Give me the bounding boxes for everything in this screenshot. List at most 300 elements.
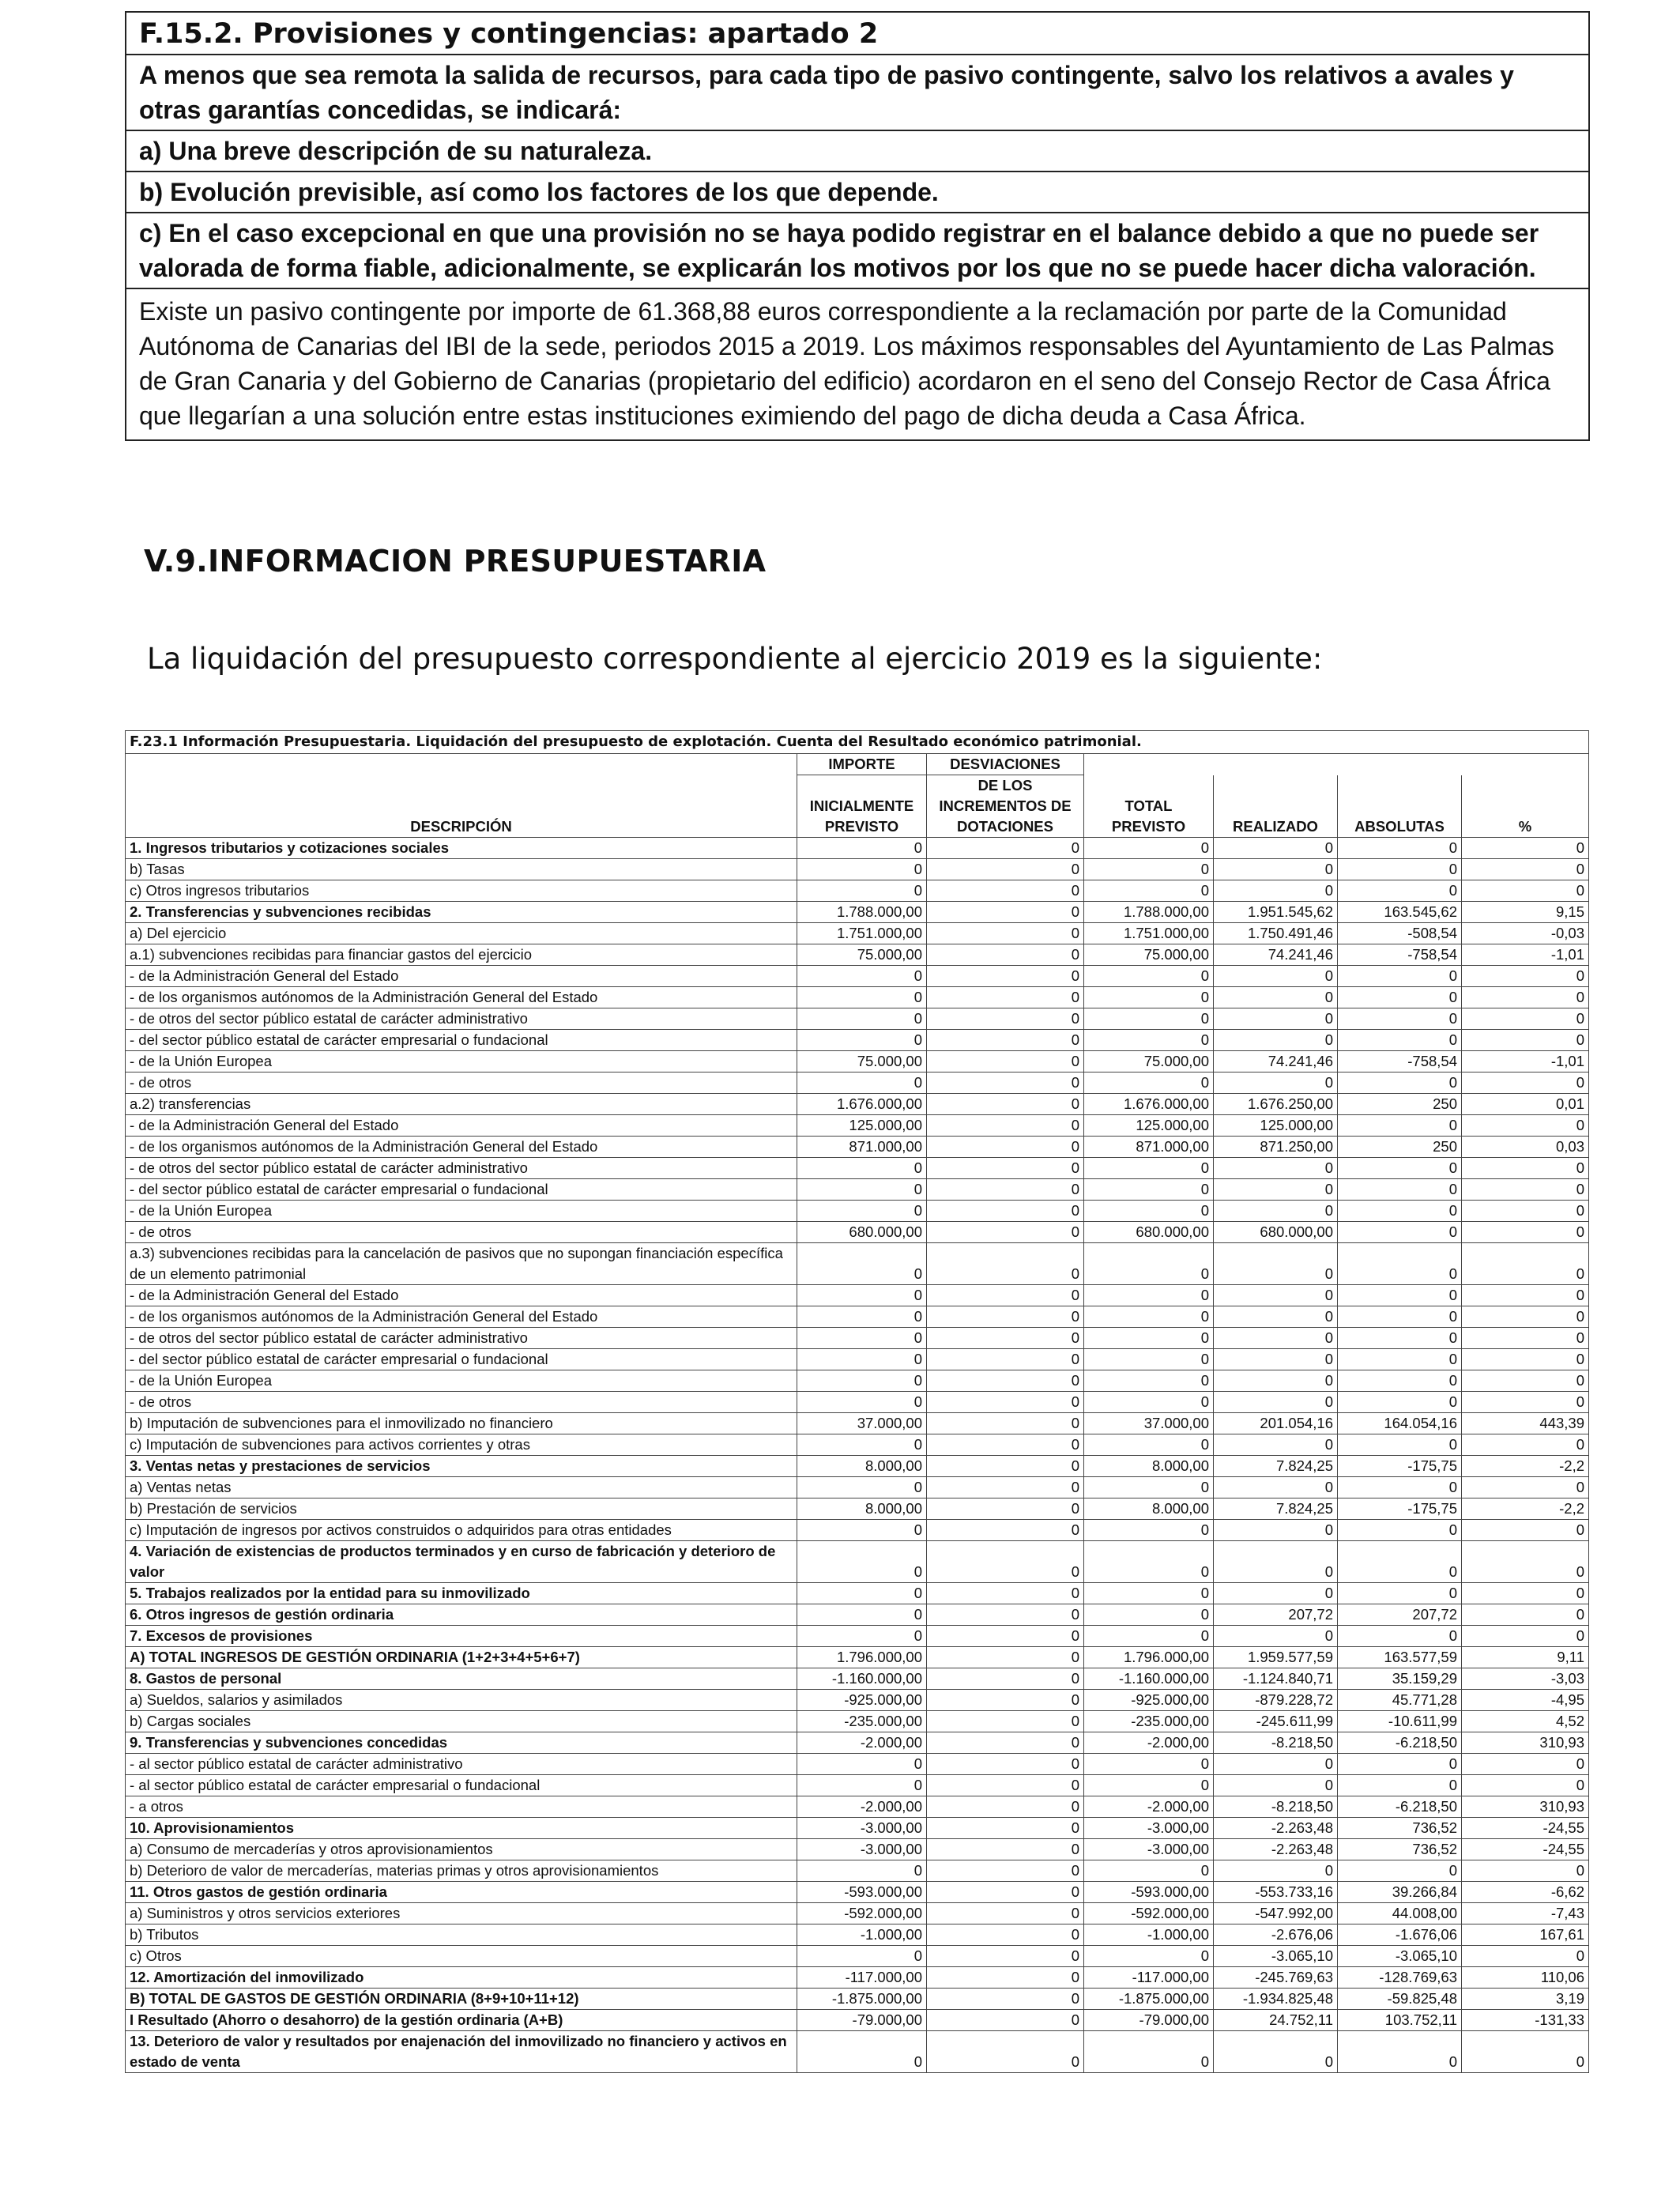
row-value: 0	[1462, 1179, 1589, 1201]
row-value: 0	[927, 1989, 1084, 2010]
row-value: 0	[797, 838, 927, 859]
row-value: 0	[797, 859, 927, 880]
row-value: 0	[927, 1818, 1084, 1839]
table-row	[126, 1349, 1589, 1370]
col-realizado: REALIZADO	[1214, 775, 1338, 838]
row-value: 39.266,84	[1338, 1882, 1462, 1903]
row-value: -925.000,00	[1084, 1690, 1214, 1711]
row-description: - de otros del sector público estatal de carácter administrativo	[126, 1328, 797, 1349]
row-description: b) Prestación de servicios	[126, 1498, 797, 1520]
row-value: 0	[927, 1775, 1084, 1796]
table-row	[126, 2010, 1589, 2031]
row-value: 0	[927, 1306, 1084, 1328]
row-value: 0	[797, 1008, 927, 1030]
table-row	[126, 1711, 1589, 1732]
row-value: 0	[1338, 838, 1462, 859]
row-value: 0	[1084, 838, 1214, 859]
row-value: 0	[1462, 1541, 1589, 1583]
row-value: 0	[1338, 1008, 1462, 1030]
table-row	[126, 1030, 1589, 1051]
row-value: 8.000,00	[1084, 1498, 1214, 1520]
row-value: 0	[1214, 1349, 1338, 1370]
row-description: - a otros	[126, 1796, 797, 1818]
table-row	[126, 2031, 1589, 2073]
row-value: 0	[927, 1541, 1084, 1583]
row-value: 0	[1084, 1520, 1214, 1541]
row-value: -24,55	[1462, 1818, 1589, 1839]
row-value: 75.000,00	[797, 944, 927, 966]
row-value: 680.000,00	[1084, 1222, 1214, 1243]
row-value: -8.218,50	[1214, 1732, 1338, 1754]
row-value: 0	[927, 1285, 1084, 1306]
row-value: 1.676.250,00	[1214, 1094, 1338, 1115]
row-value: 45.771,28	[1338, 1690, 1462, 1711]
row-value: 167,61	[1462, 1924, 1589, 1946]
row-value: 0	[1214, 966, 1338, 987]
row-value: 0	[1214, 1030, 1338, 1051]
row-value: 0,01	[1462, 1094, 1589, 1115]
row-value: -235.000,00	[797, 1711, 927, 1732]
row-description: - de otros del sector público estatal de carácter administrativo	[126, 1008, 797, 1030]
row-value: -508,54	[1338, 923, 1462, 944]
row-value: 0	[1084, 2031, 1214, 2073]
row-description: - de otros	[126, 1392, 797, 1413]
row-value: 0	[927, 1137, 1084, 1158]
row-value: -3.065,10	[1214, 1946, 1338, 1967]
row-value: 0	[797, 1541, 927, 1583]
row-value: 0	[1338, 1860, 1462, 1882]
table-row	[126, 1690, 1589, 1711]
row-value: 0	[1338, 1243, 1462, 1285]
row-value: 24.752,11	[1214, 2010, 1338, 2031]
row-value: 0	[1214, 1243, 1338, 1285]
row-value: -24,55	[1462, 1839, 1589, 1860]
row-value: 0	[927, 1668, 1084, 1690]
row-value: 0	[927, 1967, 1084, 1989]
table-row	[126, 1179, 1589, 1201]
row-value: 0	[1462, 1008, 1589, 1030]
row-description: a.2) transferencias	[126, 1094, 797, 1115]
row-value: -1,01	[1462, 944, 1589, 966]
row-value: 0	[927, 1626, 1084, 1647]
row-value: 0	[1462, 1072, 1589, 1094]
row-value: -1.160.000,00	[1084, 1668, 1214, 1690]
row-description: 11. Otros gastos de gestión ordinaria	[126, 1882, 797, 1903]
row-value: 0	[1084, 966, 1214, 987]
row-description: - del sector público estatal de carácter empresarial o fundacional	[126, 1030, 797, 1051]
row-value: 0	[797, 1626, 927, 1647]
row-value: 8.000,00	[797, 1498, 927, 1520]
row-value: -1.000,00	[1084, 1924, 1214, 1946]
row-value: 0	[1214, 1860, 1338, 1882]
table-row	[126, 1158, 1589, 1179]
row-value: 1.796.000,00	[1084, 1647, 1214, 1668]
row-description: b) Tributos	[126, 1924, 797, 1946]
row-value: 0	[1338, 2031, 1462, 2073]
row-value: -235.000,00	[1084, 1711, 1214, 1732]
row-value: 310,93	[1462, 1732, 1589, 1754]
row-value: 0	[1462, 966, 1589, 987]
row-value: 74.241,46	[1214, 1051, 1338, 1072]
row-value: 4,52	[1462, 1711, 1589, 1732]
row-value: 0	[1338, 880, 1462, 902]
row-description: - de la Administración General del Estado	[126, 966, 797, 987]
table-row	[126, 1243, 1589, 1285]
row-description: a) Suministros y otros servicios exteriores	[126, 1903, 797, 1924]
row-value: 0	[927, 1072, 1084, 1094]
table-row	[126, 1477, 1589, 1498]
row-description: - de los organismos autónomos de la Administración General del Estado	[126, 1137, 797, 1158]
row-value: 0	[1214, 1285, 1338, 1306]
row-value: 0	[1338, 1583, 1462, 1604]
row-value: 0	[797, 1201, 927, 1222]
row-value: 0	[1084, 1434, 1214, 1456]
row-value: 0	[797, 966, 927, 987]
row-value: 0	[1084, 1328, 1214, 1349]
row-value: -879.228,72	[1214, 1690, 1338, 1711]
row-value: 8.000,00	[797, 1456, 927, 1477]
row-value: 0	[1214, 1201, 1338, 1222]
row-value: 0	[1462, 1349, 1589, 1370]
row-value: 0	[927, 838, 1084, 859]
row-value: 163.545,62	[1338, 902, 1462, 923]
table-row	[126, 1839, 1589, 1860]
row-value: 0	[1338, 1030, 1462, 1051]
row-value: 0	[927, 2010, 1084, 2031]
table-row	[126, 1008, 1589, 1030]
row-value: 0	[1338, 859, 1462, 880]
row-description: b) Cargas sociales	[126, 1711, 797, 1732]
row-value: 1.951.545,62	[1214, 902, 1338, 923]
row-value: -117.000,00	[797, 1967, 927, 1989]
row-value: 0	[1338, 1541, 1462, 1583]
row-value: 0	[797, 1392, 927, 1413]
row-value: 0	[927, 1732, 1084, 1754]
row-value: 1.751.000,00	[797, 923, 927, 944]
row-value: 0	[1084, 1754, 1214, 1775]
row-description: - de la Administración General del Estado	[126, 1285, 797, 1306]
row-value: 0	[1214, 1370, 1338, 1392]
row-value: 0	[927, 1583, 1084, 1604]
table-row	[126, 1754, 1589, 1775]
row-value: 0	[1338, 1754, 1462, 1775]
table-row	[126, 1328, 1589, 1349]
row-value: 1.750.491,46	[1214, 923, 1338, 944]
section-title: V.9.INFORMACION PRESUPUESTARIA	[144, 544, 767, 579]
row-value: 680.000,00	[1214, 1222, 1338, 1243]
table-row	[126, 1456, 1589, 1477]
row-value: 0	[1462, 1477, 1589, 1498]
row-value: 0	[1214, 1158, 1338, 1179]
row-value: 44.008,00	[1338, 1903, 1462, 1924]
row-description: - del sector público estatal de carácter empresarial o fundacional	[126, 1179, 797, 1201]
row-value: 0	[797, 880, 927, 902]
row-value: 0	[1214, 859, 1338, 880]
row-value: 125.000,00	[1214, 1115, 1338, 1137]
row-value: -3.000,00	[1084, 1839, 1214, 1860]
row-value: 0	[927, 1222, 1084, 1243]
row-value: 0	[1084, 1285, 1214, 1306]
row-value: -3,03	[1462, 1668, 1589, 1690]
table-row	[126, 1413, 1589, 1434]
row-value: 37.000,00	[1084, 1413, 1214, 1434]
table-row	[126, 1137, 1589, 1158]
row-value: 0	[1462, 1030, 1589, 1051]
row-value: 0	[927, 1051, 1084, 1072]
table-row	[126, 1818, 1589, 1839]
row-value: 0	[1462, 1604, 1589, 1626]
row-value: 0	[1338, 1115, 1462, 1137]
row-value: 125.000,00	[1084, 1115, 1214, 1137]
table-row	[126, 1285, 1589, 1306]
row-value: 125.000,00	[797, 1115, 927, 1137]
row-value: -758,54	[1338, 1051, 1462, 1072]
row-value: 0	[1462, 1285, 1589, 1306]
row-value: 0	[1462, 1222, 1589, 1243]
row-value: 0	[1338, 1349, 1462, 1370]
row-value: 0	[1462, 1370, 1589, 1392]
row-description: a.3) subvenciones recibidas para la cancelación de pasivos que no supongan financiación específica de un elemento patrimonial	[126, 1243, 797, 1285]
row-value: 0	[1338, 1328, 1462, 1349]
row-value: 75.000,00	[1084, 944, 1214, 966]
row-value: 0	[1084, 987, 1214, 1008]
row-value: 0	[1462, 987, 1589, 1008]
row-value: 0	[927, 1243, 1084, 1285]
row-value: 163.577,59	[1338, 1647, 1462, 1668]
row-value: 736,52	[1338, 1818, 1462, 1839]
table-row	[126, 923, 1589, 944]
row-value: 207,72	[1338, 1604, 1462, 1626]
row-value: 0	[1084, 1860, 1214, 1882]
row-value: 0	[927, 2031, 1084, 2073]
row-value: 0	[1084, 1306, 1214, 1328]
row-description: I Resultado (Ahorro o desahorro) de la gestión ordinaria (A+B)	[126, 2010, 797, 2031]
note-body: Existe un pasivo contingente por importe de 61.368,88 euros correspondiente a la reclamación por parte de la Comunidad Autónoma de Canarias del IBI de la sede, periodos 2015 a 2019. Los máximos responsables del Ayuntamiento de Las Palmas de Gran Canaria y del Gobierno de Canarias (propietario del edificio) acordaron en el seno del Consejo Rector de Casa África que llegarían a una solución entre estas instituciones eximiendo del pago de dicha deuda a Casa África.	[126, 288, 1589, 440]
row-value: 0	[927, 1349, 1084, 1370]
row-value: -2.000,00	[797, 1732, 927, 1754]
row-value: 0	[1084, 859, 1214, 880]
row-description: - de otros del sector público estatal de carácter administrativo	[126, 1158, 797, 1179]
row-value: 0	[797, 1158, 927, 1179]
table-row	[126, 1989, 1589, 2010]
row-value: 0	[797, 1030, 927, 1051]
row-value: 0	[927, 1647, 1084, 1668]
row-value: 0	[1462, 1243, 1589, 1285]
row-value: -245.611,99	[1214, 1711, 1338, 1732]
row-value: 0	[1084, 1626, 1214, 1647]
table-row	[126, 1796, 1589, 1818]
row-value: -592.000,00	[797, 1903, 927, 1924]
row-description: 7. Excesos de provisiones	[126, 1626, 797, 1647]
row-value: 0	[797, 1520, 927, 1541]
table-row	[126, 1370, 1589, 1392]
row-value: 0	[797, 1434, 927, 1456]
row-value: 0	[797, 1306, 927, 1328]
row-value: 0	[1462, 1754, 1589, 1775]
row-value: 110,06	[1462, 1967, 1589, 1989]
row-value: 0	[1214, 1179, 1338, 1201]
row-value: -7,43	[1462, 1903, 1589, 1924]
table-row	[126, 1072, 1589, 1094]
row-value: 0	[1338, 1072, 1462, 1094]
table-row	[126, 1392, 1589, 1413]
row-value: 0	[797, 1349, 927, 1370]
row-value: 0	[1084, 1541, 1214, 1583]
row-value: 0	[1084, 1946, 1214, 1967]
row-value: 0	[1462, 1583, 1589, 1604]
row-value: 1.751.000,00	[1084, 923, 1214, 944]
table-row	[126, 1668, 1589, 1690]
row-description: - de los organismos autónomos de la Administración General del Estado	[126, 987, 797, 1008]
row-value: 0	[1338, 1520, 1462, 1541]
row-value: 0	[927, 1328, 1084, 1349]
row-value: 0	[1214, 1583, 1338, 1604]
row-value: -3.000,00	[797, 1839, 927, 1860]
row-value: 7.824,25	[1214, 1498, 1338, 1520]
header-desviaciones: DESVIACIONES	[927, 754, 1084, 775]
table-row	[126, 1051, 1589, 1072]
row-value: 164.054,16	[1338, 1413, 1462, 1434]
row-value: 0	[927, 902, 1084, 923]
row-value: 0	[927, 1711, 1084, 1732]
row-description: - del sector público estatal de carácter empresarial o fundacional	[126, 1349, 797, 1370]
row-value: 0	[1338, 1775, 1462, 1796]
row-value: -8.218,50	[1214, 1796, 1338, 1818]
table-row	[126, 1201, 1589, 1222]
row-value: 0	[927, 1860, 1084, 1882]
row-value: -1.934.825,48	[1214, 1989, 1338, 2010]
row-value: 310,93	[1462, 1796, 1589, 1818]
row-value: 0	[927, 1434, 1084, 1456]
row-value: 0	[927, 1754, 1084, 1775]
row-value: 0	[1462, 1520, 1589, 1541]
row-value: 0	[1338, 1201, 1462, 1222]
row-value: 0	[1462, 1946, 1589, 1967]
note-item-b: b) Evolución previsible, así como los factores de los que depende.	[126, 172, 1589, 213]
table-row	[126, 838, 1589, 859]
row-value: 0	[797, 1370, 927, 1392]
row-value: -592.000,00	[1084, 1903, 1214, 1924]
row-value: 0	[1214, 1306, 1338, 1328]
note-item-c: c) En el caso excepcional en que una provisión no se haya podido registrar en el balance debido a que no puede ser valorada de forma fiable, adicionalmente, se explicarán los motivos por los que no se puede hacer dicha valoración.	[126, 213, 1589, 288]
row-value: -131,33	[1462, 2010, 1589, 2031]
col-inicialmente-previsto: INICIALMENTE PREVISTO	[797, 775, 927, 838]
row-value: 0	[797, 1072, 927, 1094]
row-value: 0	[797, 1477, 927, 1498]
row-value: 0	[1084, 1392, 1214, 1413]
row-description: a) Sueldos, salarios y asimilados	[126, 1690, 797, 1711]
row-value: 443,39	[1462, 1413, 1589, 1434]
row-value: 0	[927, 1520, 1084, 1541]
table-row	[126, 859, 1589, 880]
contingencies-note	[125, 11, 1590, 441]
table-caption: F.23.1 Información Presupuestaria. Liquidación del presupuesto de explotación. Cuenta del Resultado económico patrimonial.	[126, 731, 1589, 754]
row-value: 7.824,25	[1214, 1456, 1338, 1477]
row-description: - al sector público estatal de carácter empresarial o fundacional	[126, 1775, 797, 1796]
col-absolutas: ABSOLUTAS	[1338, 775, 1462, 838]
row-value: 0	[1214, 1754, 1338, 1775]
row-value: 0	[927, 1115, 1084, 1137]
row-description: - de la Unión Europea	[126, 1051, 797, 1072]
row-value: 9,11	[1462, 1647, 1589, 1668]
table-row	[126, 944, 1589, 966]
row-value: 250	[1338, 1094, 1462, 1115]
row-description: B) TOTAL DE GASTOS DE GESTIÓN ORDINARIA (8+9+10+11+12)	[126, 1989, 797, 2010]
row-value: 0	[927, 1456, 1084, 1477]
table-row	[126, 902, 1589, 923]
row-value: 0	[1214, 1775, 1338, 1796]
row-value: 0	[1338, 1434, 1462, 1456]
row-value: 0	[1338, 1306, 1462, 1328]
row-value: 0	[927, 1839, 1084, 1860]
row-description: a.1) subvenciones recibidas para financiar gastos del ejercicio	[126, 944, 797, 966]
row-value: 0	[927, 1094, 1084, 1115]
row-value: 0	[797, 1285, 927, 1306]
table-row	[126, 1732, 1589, 1754]
row-value: -245.769,63	[1214, 1967, 1338, 1989]
table-row	[126, 1775, 1589, 1796]
row-value: -1.875.000,00	[1084, 1989, 1214, 2010]
row-description: b) Deterioro de valor de mercaderías, materias primas y otros aprovisionamientos	[126, 1860, 797, 1882]
row-value: 0	[1462, 1434, 1589, 1456]
row-description: 9. Transferencias y subvenciones concedidas	[126, 1732, 797, 1754]
row-value: -0,03	[1462, 923, 1589, 944]
row-value: 0	[1214, 1477, 1338, 1498]
row-value: -2,2	[1462, 1456, 1589, 1477]
row-description: - de la Unión Europea	[126, 1201, 797, 1222]
row-value: 0	[1084, 1008, 1214, 1030]
row-description: a) Del ejercicio	[126, 923, 797, 944]
row-value: 0	[797, 1754, 927, 1775]
table-row	[126, 1498, 1589, 1520]
row-description: c) Otros	[126, 1946, 797, 1967]
row-value: -79.000,00	[1084, 2010, 1214, 2031]
row-description: - de la Administración General del Estado	[126, 1115, 797, 1137]
row-value: 0	[797, 1860, 927, 1882]
row-description: c) Imputación de ingresos por activos construidos o adquiridos para otras entidades	[126, 1520, 797, 1541]
row-value: -6,62	[1462, 1882, 1589, 1903]
row-description: 2. Transferencias y subvenciones recibidas	[126, 902, 797, 923]
row-value: 0	[927, 1604, 1084, 1626]
row-value: 0	[1214, 987, 1338, 1008]
row-value: 8.000,00	[1084, 1456, 1214, 1477]
table-row	[126, 1924, 1589, 1946]
row-value: 0	[1338, 1392, 1462, 1413]
table-row	[126, 1903, 1589, 1924]
row-value: 201.054,16	[1214, 1413, 1338, 1434]
row-description: 12. Amortización del inmovilizado	[126, 1967, 797, 1989]
row-value: 0	[797, 1243, 927, 1285]
row-value: 0	[1214, 880, 1338, 902]
table-row	[126, 1604, 1589, 1626]
row-value: 871.000,00	[797, 1137, 927, 1158]
row-value: 0	[1084, 1370, 1214, 1392]
row-value: -1.160.000,00	[797, 1668, 927, 1690]
row-value: 0	[797, 1583, 927, 1604]
intro-line: La liquidación del presupuesto correspondiente al ejercicio 2019 es la siguiente:	[147, 642, 1323, 676]
row-description: b) Tasas	[126, 859, 797, 880]
row-value: 0	[1338, 1370, 1462, 1392]
row-value: 0	[1214, 2031, 1338, 2073]
row-value: 250	[1338, 1137, 1462, 1158]
row-value: 0	[927, 1158, 1084, 1179]
col-descripcion: DESCRIPCIÓN	[126, 775, 797, 838]
row-value: 0	[1214, 1008, 1338, 1030]
row-value: 0	[1462, 1306, 1589, 1328]
row-description: c) Imputación de subvenciones para activos corrientes y otras	[126, 1434, 797, 1456]
row-value: 37.000,00	[797, 1413, 927, 1434]
row-value: 0	[797, 1328, 927, 1349]
